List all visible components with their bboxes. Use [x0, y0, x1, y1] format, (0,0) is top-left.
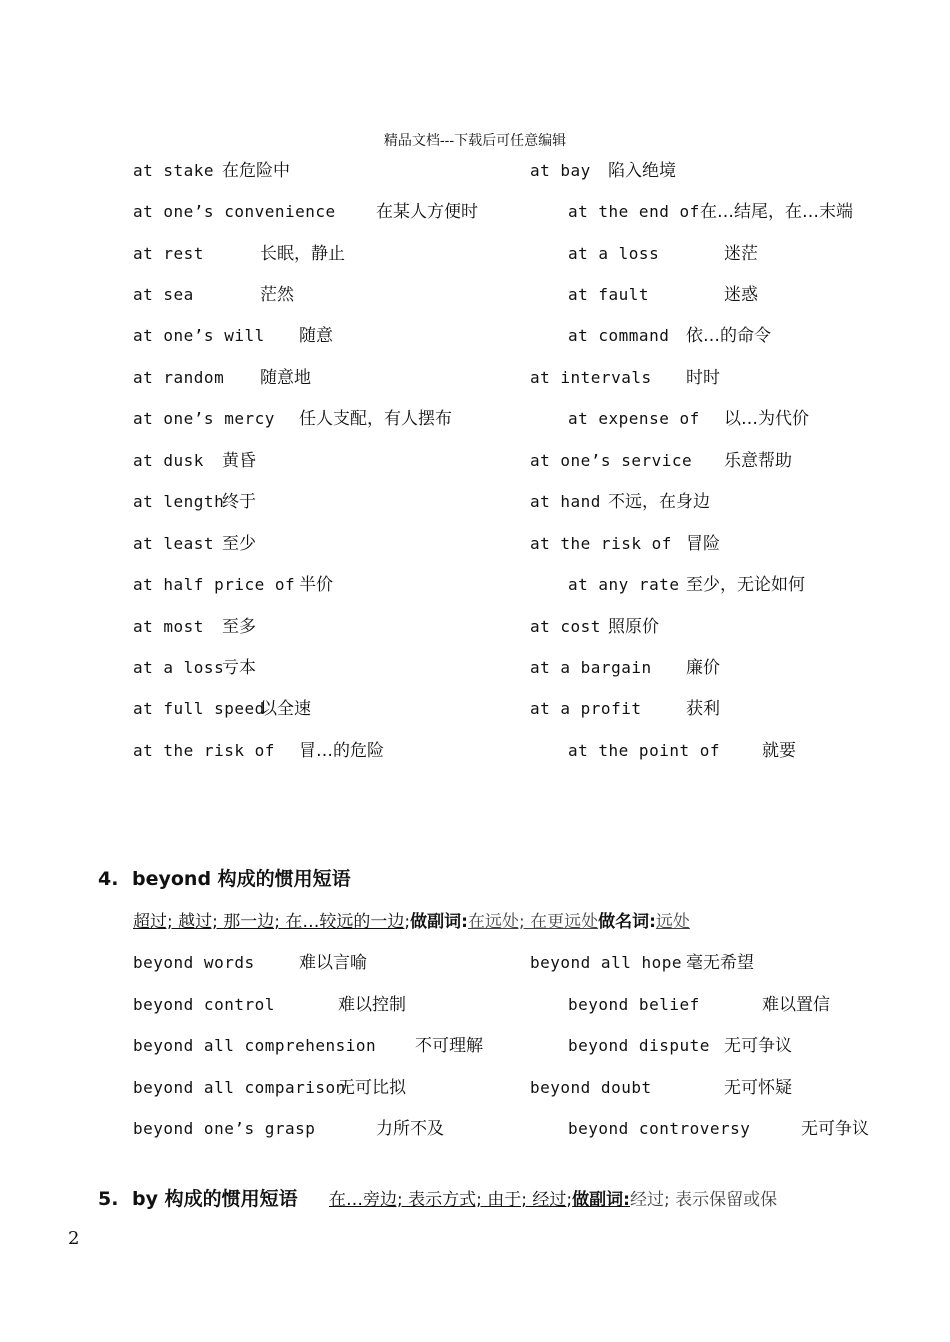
phrase-chinese: 随意 — [299, 326, 333, 346]
phrase-english: at one’s mercy — [133, 409, 275, 428]
phrase-chinese: 以全速 — [260, 699, 311, 719]
adverb-definition: 在远处; 在更远处 — [467, 912, 599, 932]
phrase-row — [0, 158, 950, 184]
phrase-english: at one’s service — [530, 451, 693, 470]
phrase-row — [0, 655, 950, 681]
section-number: 4. — [98, 868, 119, 890]
phrase-english: at random — [133, 368, 225, 387]
page-header: 精品文档---下载后可任意编辑 — [383, 133, 567, 149]
phrase-row — [0, 1116, 950, 1142]
phrase-english: beyond all comprehension — [133, 1036, 377, 1055]
phrase-chinese: 以…为代价 — [724, 409, 809, 429]
phrase-chinese: 获利 — [686, 699, 720, 719]
phrase-row — [0, 199, 950, 225]
phrase-english: at fault — [568, 285, 650, 304]
phrase-chinese: 亏本 — [222, 658, 256, 678]
phrase-english: at half price of — [133, 575, 296, 594]
section-5-definitions — [329, 1187, 777, 1213]
phrase-english: beyond doubt — [530, 1078, 652, 1097]
separator: ; — [566, 1190, 573, 1210]
phrase-row — [0, 992, 950, 1018]
phrase-english: at hand — [530, 492, 601, 511]
phrase-english: at most — [133, 617, 204, 636]
separator: ; — [404, 912, 411, 932]
phrase-row — [0, 531, 950, 557]
phrase-chinese: 半价 — [299, 575, 333, 595]
prep-definition: 在…旁边; 表示方式; 由于; 经过 — [329, 1190, 567, 1210]
phrase-english: at one’s convenience — [133, 202, 336, 221]
phrase-chinese: 毫无希望 — [686, 953, 754, 973]
phrase-english: at full speed — [133, 699, 265, 718]
prep-definition: 超过; 越过; 那一边; 在…较远的一边 — [133, 912, 405, 932]
adverb-label: 做副词: — [410, 912, 468, 932]
phrase-chinese: 无可怀疑 — [724, 1078, 792, 1098]
section-5-heading — [98, 1185, 298, 1213]
phrase-english: at the point of — [568, 741, 720, 760]
phrase-chinese: 在某人方便时 — [376, 202, 478, 222]
phrase-chinese: 迷惑 — [724, 285, 758, 305]
phrase-english: beyond words — [133, 953, 255, 972]
phrase-chinese: 廉价 — [686, 658, 720, 678]
phrase-chinese: 依…的命令 — [686, 326, 771, 346]
section-title: by 构成的惯用短语 — [132, 1188, 298, 1210]
phrase-english: beyond belief — [568, 995, 700, 1014]
phrase-chinese: 无可争议 — [724, 1036, 792, 1056]
phrase-row — [0, 241, 950, 267]
phrase-chinese: 照原价 — [608, 617, 659, 637]
phrase-english: at bay — [530, 161, 591, 180]
phrase-chinese: 至多 — [222, 617, 256, 637]
phrase-chinese: 黄昏 — [222, 451, 256, 471]
phrase-chinese: 在危险中 — [222, 161, 290, 181]
phrase-english: at a bargain — [530, 658, 652, 677]
noun-label: 做名词: — [598, 912, 656, 932]
phrase-chinese: 终于 — [222, 492, 256, 512]
phrase-chinese: 难以控制 — [338, 995, 406, 1015]
noun-definition: 远处 — [655, 912, 690, 932]
phrase-chinese: 力所不及 — [376, 1119, 444, 1139]
phrase-row — [0, 614, 950, 640]
section-4-heading — [98, 865, 351, 893]
phrase-chinese: 随意地 — [260, 368, 311, 388]
phrase-chinese: 无可比拟 — [338, 1078, 406, 1098]
phrase-row — [0, 282, 950, 308]
phrase-chinese: 难以言喻 — [299, 953, 367, 973]
page-number: 2 — [68, 1228, 80, 1249]
phrase-chinese: 任人支配，有人摆布 — [299, 409, 452, 429]
phrase-chinese: 就要 — [762, 741, 796, 761]
phrase-english: at a loss — [133, 658, 225, 677]
section-title: beyond 构成的惯用短语 — [132, 868, 351, 890]
phrase-row — [0, 406, 950, 432]
phrase-english: at any rate — [568, 575, 680, 594]
phrase-chinese: 至少 — [222, 534, 256, 554]
phrase-english: at the risk of — [530, 534, 672, 553]
phrase-english: at one’s will — [133, 326, 265, 345]
phrase-row — [0, 323, 950, 349]
adverb-label: 做副词: — [572, 1190, 630, 1210]
phrase-row — [0, 950, 950, 976]
phrase-english: at least — [133, 534, 215, 553]
section-number: 5. — [98, 1188, 119, 1210]
phrase-english: beyond control — [133, 995, 275, 1014]
phrase-row — [0, 738, 950, 764]
phrase-english: beyond controversy — [568, 1119, 751, 1138]
phrase-chinese: 时时 — [686, 368, 720, 388]
phrase-chinese: 至少，无论如何 — [686, 575, 805, 595]
phrase-english: at length — [133, 492, 225, 511]
phrase-row — [0, 448, 950, 474]
phrase-english: beyond all hope — [530, 953, 682, 972]
phrase-row — [0, 365, 950, 391]
phrase-chinese: 不远，在身边 — [608, 492, 710, 512]
phrase-english: at intervals — [530, 368, 652, 387]
phrase-english: at expense of — [568, 409, 700, 428]
phrase-english: at the risk of — [133, 741, 275, 760]
phrase-chinese: 不可理解 — [415, 1036, 483, 1056]
phrase-row — [0, 1075, 950, 1101]
phrase-row — [0, 1033, 950, 1059]
phrase-row — [0, 696, 950, 722]
phrase-chinese: 乐意帮助 — [724, 451, 792, 471]
phrase-row — [0, 489, 950, 515]
phrase-english: at a profit — [530, 699, 642, 718]
phrase-english: beyond dispute — [568, 1036, 710, 1055]
phrase-english: at the end of — [568, 202, 700, 221]
phrase-row — [0, 572, 950, 598]
phrase-chinese: 茫然 — [260, 285, 294, 305]
phrase-chinese: 难以置信 — [762, 995, 830, 1015]
phrase-chinese: 冒险 — [686, 534, 720, 554]
phrase-english: beyond all comparison — [133, 1078, 346, 1097]
section-4-definitions — [133, 909, 690, 935]
phrase-chinese: 冒…的危险 — [299, 741, 384, 761]
phrase-english: at stake — [133, 161, 215, 180]
phrase-english: at a loss — [568, 244, 660, 263]
phrase-english: at sea — [133, 285, 194, 304]
phrase-chinese: 在…结尾，在…末端 — [700, 202, 853, 222]
phrase-chinese: 陷入绝境 — [608, 161, 676, 181]
phrase-chinese: 迷茫 — [724, 244, 758, 264]
phrase-chinese: 无可争议 — [801, 1119, 869, 1139]
phrase-english: beyond one’s grasp — [133, 1119, 316, 1138]
phrase-english: at cost — [530, 617, 601, 636]
phrase-english: at command — [568, 326, 670, 345]
phrase-english: at rest — [133, 244, 204, 263]
phrase-chinese: 长眠，静止 — [260, 244, 345, 264]
phrase-english: at dusk — [133, 451, 204, 470]
adverb-definition: 经过; 表示保留或保 — [629, 1190, 778, 1210]
